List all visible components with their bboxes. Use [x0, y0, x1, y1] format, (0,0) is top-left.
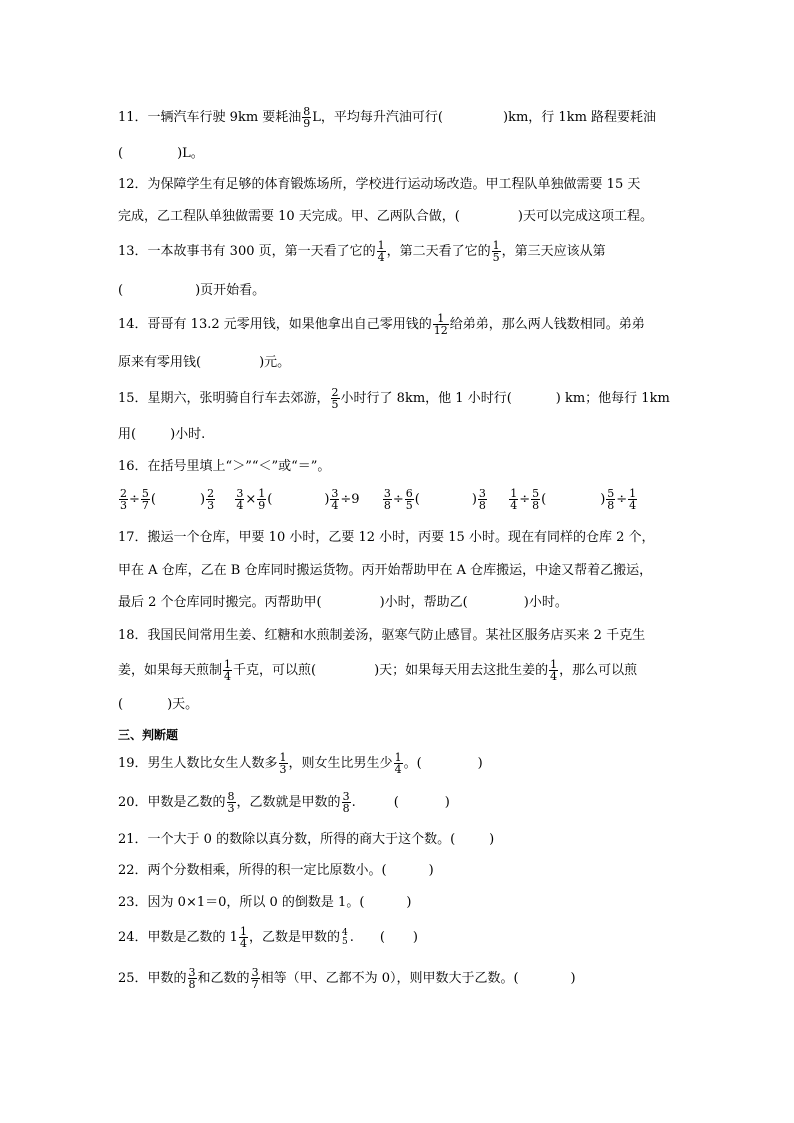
q13-text-c: ，第三天应该从第: [501, 244, 606, 259]
q13-text-e: )页开始看。: [195, 283, 266, 298]
q11-text-c: )km，行 1km 路程要耗油: [503, 110, 657, 125]
numerator: 2: [207, 487, 215, 500]
q14-text-b: 给弟弟，那么两人钱数相同。弟弟: [449, 317, 645, 332]
q12-line1: 12．为保障学生有足够的体育锻炼场所，学校进行运动场改造。甲工程队单独做需要 15 天: [118, 177, 641, 192]
fraction: [478, 488, 487, 511]
numerator: 3: [188, 966, 196, 979]
section-heading: [118, 724, 178, 748]
fraction: [331, 387, 340, 410]
q20-text-d: (: [393, 795, 399, 810]
numerator: 3: [331, 487, 339, 500]
q16-comparisons: [118, 488, 638, 516]
q14-text-a: 14．哥哥有 13.2 元零用钱，如果他拿出自己零用钱的: [118, 317, 432, 332]
question-18-line2: [118, 659, 637, 683]
close-paren: ): [324, 492, 330, 507]
question-15: [118, 387, 670, 411]
q25-text-a: 25．甲数的: [118, 971, 187, 986]
q11-text-d: (: [118, 146, 124, 161]
denominator: 4: [224, 670, 232, 683]
q19-text-d: ): [477, 756, 483, 771]
operator: ÷: [519, 492, 531, 507]
q25-text-b: 和乙数的: [197, 971, 250, 986]
fraction: [239, 926, 248, 949]
q19-text-a: 19．男生人数比女生人数多: [118, 756, 278, 771]
q12-line2b: )天可以完成这项工程。: [517, 209, 653, 224]
question-17: [118, 527, 655, 551]
fraction: [235, 488, 244, 511]
denominator: 3: [279, 763, 287, 776]
fraction: [549, 659, 558, 682]
question-14-cont: [118, 352, 290, 376]
question-21: [118, 829, 494, 853]
denominator: 4: [629, 499, 637, 512]
fraction: [279, 752, 288, 775]
q13-text-b: ，第二天看了它的: [386, 244, 491, 259]
fraction: [330, 488, 339, 511]
question-20: [118, 791, 450, 815]
fraction: [383, 488, 392, 511]
q16-title: 16．在括号里填上“＞”“＜”或“＝”。: [118, 459, 331, 474]
numerator: 1: [377, 239, 385, 252]
q24-text-e: ): [412, 930, 418, 945]
operator: ×: [245, 492, 257, 507]
question-13-cont: [118, 280, 265, 304]
q23-text-b: ): [406, 895, 412, 910]
fraction: [492, 240, 501, 263]
question-23: [118, 892, 411, 916]
q18-text-e: (: [118, 697, 124, 712]
q19-text-b: ，则女生比男生少: [288, 756, 393, 771]
tail-expression: ÷9: [340, 492, 360, 507]
q16-item-2: [230, 487, 364, 512]
q16-item-4: [504, 487, 638, 512]
numerator: 1: [550, 658, 558, 671]
q18-text-a: 姜，如果每天煎制: [118, 663, 223, 678]
question-17-line3: [118, 592, 568, 616]
q24-text-a: 24．甲数是乙数的 1: [118, 930, 238, 945]
fraction: [433, 313, 449, 336]
fraction: [141, 488, 150, 511]
fraction: [394, 752, 403, 775]
q11-text-b: L，平均每升汽油可行(: [312, 110, 444, 125]
q15-text-a: 15．星期六，张明骑自行车去郊游，: [118, 391, 330, 406]
q20-text-b: ，乙数就是甲数的: [236, 795, 341, 810]
numerator: 2: [331, 386, 339, 399]
denominator: 4: [550, 670, 558, 683]
open-paren: (: [150, 492, 156, 507]
q20-text-c: .: [351, 795, 356, 810]
close-paren: ): [471, 492, 477, 507]
denominator: 5: [405, 499, 413, 512]
numerator: 4: [341, 927, 348, 938]
q22-text-b: ): [428, 863, 434, 878]
q13-text-a: 13．一本故事书有 300 页，第一天看了它的: [118, 244, 376, 259]
denominator: 7: [141, 499, 149, 512]
denominator: 9: [303, 117, 311, 130]
q24-text-b: ，乙数是甲数的: [248, 930, 340, 945]
numerator: 8: [303, 105, 311, 118]
question-13: [118, 240, 606, 264]
q19-text-c: 。(: [403, 756, 422, 771]
q23-text-a: 23．因为 0×1＝0，所以 0 的倒数是 1。(: [118, 895, 365, 910]
question-14: [118, 313, 645, 337]
question-22: [118, 860, 434, 884]
open-paren: (: [414, 492, 420, 507]
numerator: 1: [279, 751, 287, 764]
fraction: [405, 488, 414, 511]
q17-line3b: )小时，帮助乙(: [379, 595, 468, 610]
q15-text-b: 小时行了 8km，他 1 小时行(: [340, 391, 512, 406]
question-24: [118, 926, 418, 950]
numerator: 1: [629, 487, 637, 500]
numerator: 1: [510, 487, 518, 500]
q22-text-a: 22．两个分数相乘，所得的积一定比原数小。(: [118, 863, 387, 878]
q21-text-b: ): [489, 832, 495, 847]
q14-text-d: )元。: [259, 355, 291, 370]
denominator: 4: [239, 937, 247, 950]
denominator: 5: [331, 398, 339, 411]
q16-item-3: [378, 487, 492, 512]
q24-text-c: .: [349, 930, 354, 945]
q17-line1: 17．搬运一个仓库，甲要 10 小时，乙要 12 小时，丙要 15 小时。现在有同样的仓库 2 个，: [118, 530, 655, 545]
q17-line3c: )小时。: [523, 595, 568, 610]
question-18-line3: [118, 694, 198, 718]
denominator: 8: [383, 499, 391, 512]
q17-line2: 甲在 A 仓库，乙在 B 仓库同时搬运货物。丙开始帮助甲在 A 仓库搬运，中途又帮着乙搬运，: [118, 563, 653, 578]
fraction: [119, 488, 128, 511]
denominator: 7: [251, 978, 259, 991]
q20-text-a: 20．甲数是乙数的: [118, 795, 226, 810]
denominator: 8: [532, 499, 540, 512]
denominator: 12: [433, 324, 448, 337]
numerator: 5: [532, 487, 540, 500]
operator: ÷: [129, 492, 140, 507]
q17-line3a: 最后 2 个仓库同时搬完。丙帮助甲(: [118, 595, 322, 610]
numerator: 1: [492, 239, 500, 252]
numerator: 3: [342, 790, 350, 803]
fraction: [509, 488, 518, 511]
numerator: 1: [433, 313, 449, 325]
question-25: [118, 967, 576, 991]
question-16: [118, 456, 330, 480]
q20-text-e: ): [444, 795, 450, 810]
q25-text-d: ): [570, 971, 576, 986]
operator: ÷: [392, 492, 404, 507]
numerator: 1: [224, 658, 232, 671]
denominator: 3: [227, 802, 235, 815]
question-12-cont: [118, 206, 653, 230]
fraction: [206, 488, 215, 511]
fraction: [257, 488, 266, 511]
question-12: [118, 174, 640, 198]
numerator: 8: [227, 790, 235, 803]
denominator: 8: [607, 499, 615, 512]
numerator: 3: [251, 966, 259, 979]
close-paren: ): [199, 492, 206, 507]
fraction: [341, 929, 349, 947]
question-19: [118, 752, 483, 776]
denominator: 3: [120, 499, 127, 512]
q18-text-d: ，那么可以煎: [559, 663, 638, 678]
q18-text-c: )天；如果每天用去这批生姜的: [374, 663, 549, 678]
close-paren: ): [600, 492, 606, 507]
q11-text-a: 11．一辆汽车行驶 9km 要耗油: [118, 110, 302, 125]
denominator: 5: [492, 251, 500, 264]
fraction: [606, 488, 615, 511]
fraction: [531, 488, 540, 511]
fraction: [188, 967, 197, 990]
denominator: 4: [236, 499, 244, 512]
open-paren: (: [267, 492, 273, 507]
numerator: 3: [236, 487, 244, 500]
denominator: 8: [188, 978, 196, 991]
q25-text-c: 相等（甲、乙都不为 0），则甲数大于乙数。(: [260, 971, 519, 986]
numerator: 3: [383, 487, 391, 500]
denominator: 8: [478, 499, 486, 512]
section-title: 三、判断题: [118, 728, 179, 742]
denominator: 5: [341, 936, 348, 947]
q14-text-c: 原来有零用钱(: [118, 355, 202, 370]
denominator: 4: [394, 763, 402, 776]
q18-text-f: )天。: [167, 697, 199, 712]
question-11: [118, 106, 656, 130]
fraction: [302, 106, 311, 129]
denominator: 4: [331, 499, 339, 512]
q21-text-a: 21．一个大于 0 的数除以真分数，所得的商大于这个数。(: [118, 832, 456, 847]
fraction: [227, 791, 236, 814]
fraction: [223, 659, 232, 682]
numerator: 2: [120, 487, 127, 500]
q13-text-d: (: [118, 283, 124, 298]
numerator: 1: [239, 925, 247, 938]
question-11-cont: [118, 143, 204, 167]
question-18: [118, 625, 645, 649]
denominator: 4: [377, 251, 385, 264]
q11-text-e: )L。: [177, 146, 204, 161]
numerator: 1: [394, 751, 402, 764]
q18-text-b: 千克，可以煎(: [233, 663, 317, 678]
open-paren: (: [541, 492, 547, 507]
q15-text-e: )小时.: [170, 427, 206, 442]
question-17-line2: [118, 560, 652, 584]
q15-text-c: ) km；他每行 1km: [555, 391, 670, 406]
denominator: 3: [207, 499, 215, 512]
fraction: [251, 967, 260, 990]
numerator: 3: [478, 487, 486, 500]
denominator: 8: [342, 802, 350, 815]
numerator: 5: [607, 487, 615, 500]
q24-text-d: (: [379, 930, 385, 945]
q15-text-d: 用(: [118, 427, 137, 442]
numerator: 6: [405, 487, 413, 500]
numerator: 5: [141, 487, 149, 500]
question-15-cont: [118, 424, 205, 448]
fraction: [377, 240, 386, 263]
q12-line2a: 完成，乙工程队单独做需要 10 天完成。甲、乙两队合做，(: [118, 209, 460, 224]
q16-item-1: [118, 487, 220, 512]
denominator: 4: [510, 499, 518, 512]
q18-line1: 18．我国民间常用生姜、红糖和水煎制姜汤，驱寒气防止感冒。某社区服务店买来 2 千克生: [118, 628, 646, 643]
fraction: [342, 791, 351, 814]
numerator: 1: [258, 487, 266, 500]
denominator: 9: [258, 499, 266, 512]
fraction: [628, 488, 637, 511]
operator: ÷: [616, 492, 628, 507]
